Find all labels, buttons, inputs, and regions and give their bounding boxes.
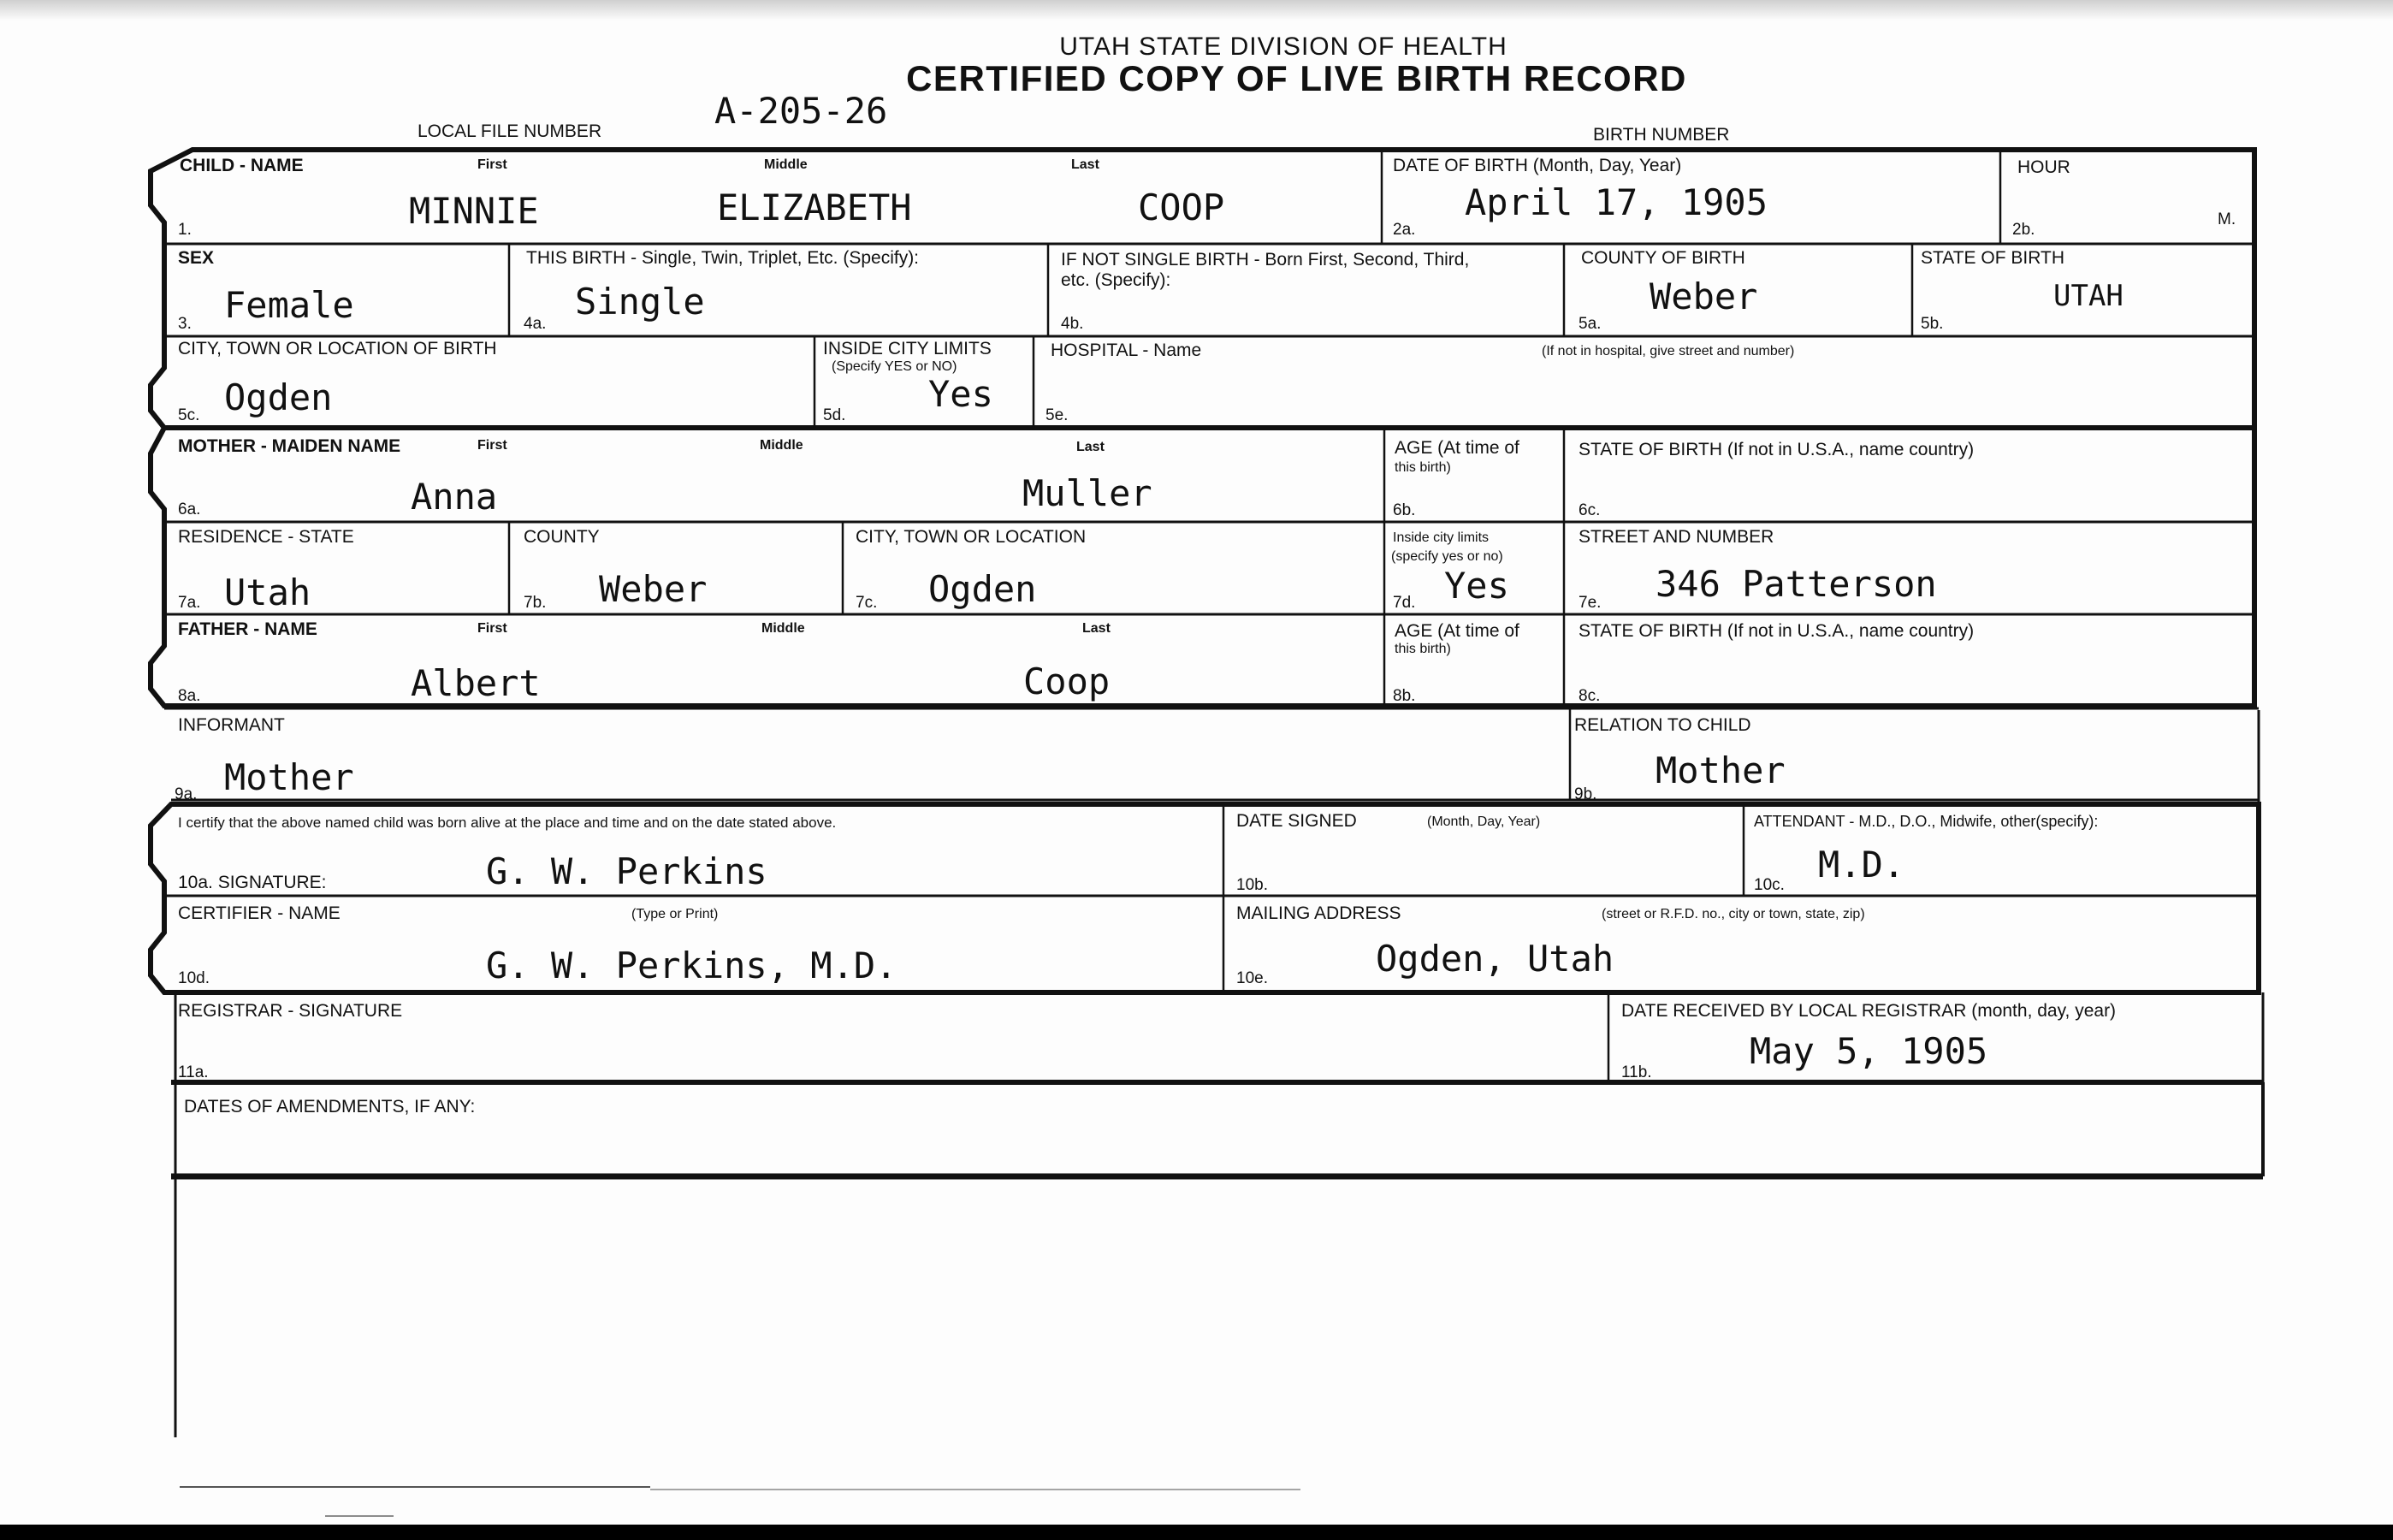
father-age-label: AGE (At time of bbox=[1395, 621, 1519, 641]
county-of-birth-value: Weber bbox=[1650, 275, 1758, 317]
father-last-name: Coop bbox=[1023, 660, 1111, 702]
not-single-birth-label-2: etc. (Specify): bbox=[1061, 270, 1171, 290]
field-number-7a: 7a. bbox=[178, 594, 201, 612]
certifier-signature: G. W. Perkins bbox=[486, 850, 767, 892]
field-number-5e: 5e. bbox=[1045, 406, 1069, 424]
field-number-4b: 4b. bbox=[1061, 315, 1084, 333]
state-of-birth-value: UTAH bbox=[2053, 279, 2123, 313]
amendments-label: DATES OF AMENDMENTS, IF ANY: bbox=[184, 1097, 476, 1116]
birth-number-label: BIRTH NUMBER bbox=[1593, 125, 1730, 145]
informant-value: Mother bbox=[224, 756, 354, 798]
field-number-7b: 7b. bbox=[524, 594, 547, 612]
residence-city-label: CITY, TOWN OR LOCATION bbox=[856, 527, 1087, 547]
field-number-5b: 5b. bbox=[1921, 315, 1944, 333]
city-of-birth-value: Ogden bbox=[224, 376, 333, 418]
residence-county-label: COUNTY bbox=[524, 527, 600, 547]
certifier-name-label: CERTIFIER - NAME bbox=[178, 903, 341, 923]
certifier-name-note: (Type or Print) bbox=[631, 907, 719, 921]
field-number-8c: 8c. bbox=[1579, 687, 1601, 705]
date-signed-note: (Month, Day, Year) bbox=[1427, 814, 1541, 829]
father-age-note: this birth) bbox=[1395, 642, 1451, 656]
date-received-label: DATE RECEIVED BY LOCAL REGISTRAR (month, day, year) bbox=[1621, 1001, 2117, 1021]
mailing-address-label: MAILING ADDRESS bbox=[1236, 903, 1401, 923]
mother-last-label: Last bbox=[1076, 440, 1105, 454]
child-middle-label: Middle bbox=[764, 157, 808, 172]
child-first-label: First bbox=[477, 157, 507, 172]
agency-heading: UTAH STATE DIVISION OF HEALTH bbox=[1059, 33, 1507, 61]
county-of-birth-label: COUNTY OF BIRTH bbox=[1581, 248, 1745, 268]
field-number-10d: 10d. bbox=[178, 969, 210, 987]
mailing-address-note: (street or R.F.D. no., city or town, state, zip) bbox=[1602, 907, 1865, 921]
hospital-label: HOSPITAL - Name bbox=[1051, 341, 1202, 360]
residence-city-value: Ogden bbox=[928, 568, 1037, 610]
signature-label: 10a. SIGNATURE: bbox=[178, 873, 327, 892]
field-number-6c: 6c. bbox=[1579, 501, 1601, 519]
field-number-10e: 10e. bbox=[1236, 969, 1268, 987]
field-number-4a: 4a. bbox=[524, 315, 547, 333]
father-middle-label: Middle bbox=[761, 621, 805, 636]
field-number-5c: 5c. bbox=[178, 406, 200, 424]
mother-age-note: this birth) bbox=[1395, 460, 1451, 475]
child-last-name: COOP bbox=[1138, 187, 1225, 228]
date-received-value: May 5, 1905 bbox=[1750, 1030, 1988, 1072]
hour-label: HOUR bbox=[2017, 157, 2070, 177]
not-single-birth-label: IF NOT SINGLE BIRTH - Born First, Second, Third, bbox=[1061, 250, 1470, 270]
residence-inside-limits-value: Yes bbox=[1444, 565, 1509, 607]
residence-inside-limits-label: Inside city limits bbox=[1393, 530, 1490, 545]
field-number-3: 3. bbox=[178, 315, 192, 333]
field-number-2a: 2a. bbox=[1393, 221, 1416, 239]
residence-state-value: Utah bbox=[224, 572, 311, 613]
field-number-7e: 7e. bbox=[1579, 594, 1602, 612]
this-birth-label: THIS BIRTH - Single, Twin, Triplet, Etc. (Specify): bbox=[526, 248, 920, 268]
mother-first-name: Anna bbox=[411, 476, 498, 518]
field-number-6b: 6b. bbox=[1393, 501, 1416, 519]
field-number-6a: 6a. bbox=[178, 500, 201, 518]
date-signed-label: DATE SIGNED bbox=[1236, 811, 1357, 831]
field-number-5a: 5a. bbox=[1579, 315, 1602, 333]
hospital-note: (If not in hospital, give street and number) bbox=[1542, 344, 1795, 358]
street-and-number-value: 346 Patterson bbox=[1656, 563, 1937, 605]
this-birth-value: Single bbox=[575, 281, 705, 323]
residence-state-label: RESIDENCE - STATE bbox=[178, 527, 354, 547]
mailing-address-value: Ogden, Utah bbox=[1376, 938, 1614, 980]
certifier-name-value: G. W. Perkins, M.D. bbox=[486, 945, 897, 986]
inside-city-limits-label: INSIDE CITY LIMITS bbox=[823, 339, 992, 358]
field-number-1: 1. bbox=[178, 221, 192, 239]
mother-age-label: AGE (At time of bbox=[1395, 438, 1519, 458]
field-number-9a: 9a. bbox=[175, 785, 198, 803]
hour-meridiem: M. bbox=[2218, 210, 2236, 228]
child-middle-name: ELIZABETH bbox=[717, 187, 912, 228]
father-first-label: First bbox=[477, 621, 507, 636]
field-number-5d: 5d. bbox=[823, 406, 846, 424]
relation-to-child-label: RELATION TO CHILD bbox=[1574, 715, 1751, 735]
state-of-birth-label: STATE OF BIRTH bbox=[1921, 248, 2065, 268]
field-number-8a: 8a. bbox=[178, 687, 201, 705]
mother-first-label: First bbox=[477, 438, 507, 453]
attendant-value: M.D. bbox=[1818, 844, 1905, 886]
father-state-of-birth-label: STATE OF BIRTH (If not in U.S.A., name country) bbox=[1579, 621, 1975, 641]
child-last-label: Last bbox=[1071, 157, 1099, 172]
child-first-name: MINNIE bbox=[409, 190, 539, 232]
field-number-10b: 10b. bbox=[1236, 876, 1268, 894]
registrar-signature-label: REGISTRAR - SIGNATURE bbox=[178, 1001, 403, 1021]
local-file-number-value: A-205-26 bbox=[714, 90, 888, 132]
field-number-11b: 11b. bbox=[1621, 1063, 1652, 1081]
field-number-7d: 7d. bbox=[1393, 594, 1416, 612]
child-name-label: CHILD - NAME bbox=[180, 156, 304, 175]
sex-value: Female bbox=[224, 284, 354, 326]
inside-city-limits-value: Yes bbox=[928, 373, 993, 415]
father-first-name: Albert bbox=[411, 662, 541, 704]
field-number-9b: 9b. bbox=[1574, 785, 1597, 803]
date-of-birth-label: DATE OF BIRTH (Month, Day, Year) bbox=[1393, 156, 1682, 175]
date-of-birth-value: April 17, 1905 bbox=[1465, 181, 1768, 223]
relation-to-child-value: Mother bbox=[1656, 749, 1786, 791]
mother-state-of-birth-label: STATE OF BIRTH (If not in U.S.A., name country) bbox=[1579, 440, 1975, 459]
mother-last-name: Muller bbox=[1022, 472, 1152, 514]
mother-name-label: MOTHER - MAIDEN NAME bbox=[178, 436, 401, 456]
sex-label: SEX bbox=[178, 248, 215, 268]
field-number-10c: 10c. bbox=[1754, 876, 1785, 894]
field-number-7c: 7c. bbox=[856, 594, 878, 612]
residence-county-value: Weber bbox=[599, 568, 708, 610]
field-number-2b: 2b. bbox=[2012, 221, 2035, 239]
document-title: CERTIFIED COPY OF LIVE BIRTH RECORD bbox=[906, 58, 1687, 98]
father-name-label: FATHER - NAME bbox=[178, 619, 317, 639]
field-number-8b: 8b. bbox=[1393, 687, 1416, 705]
mother-middle-label: Middle bbox=[760, 438, 803, 453]
informant-label: INFORMANT bbox=[178, 715, 285, 735]
field-number-11a: 11a. bbox=[178, 1063, 209, 1081]
father-last-label: Last bbox=[1082, 621, 1111, 636]
city-of-birth-label: CITY, TOWN OR LOCATION OF BIRTH bbox=[178, 339, 497, 358]
inside-city-limits-note: (Specify YES or NO) bbox=[832, 359, 957, 374]
attendant-label: ATTENDANT - M.D., D.O., Midwife, other(specify): bbox=[1754, 813, 2099, 830]
certification-statement: I certify that the above named child was born alive at the place and time and on the date stated above. bbox=[178, 814, 837, 831]
residence-inside-limits-note: (specify yes or no) bbox=[1391, 549, 1503, 564]
local-file-number-label: LOCAL FILE NUMBER bbox=[418, 121, 602, 141]
street-and-number-label: STREET AND NUMBER bbox=[1579, 527, 1774, 547]
